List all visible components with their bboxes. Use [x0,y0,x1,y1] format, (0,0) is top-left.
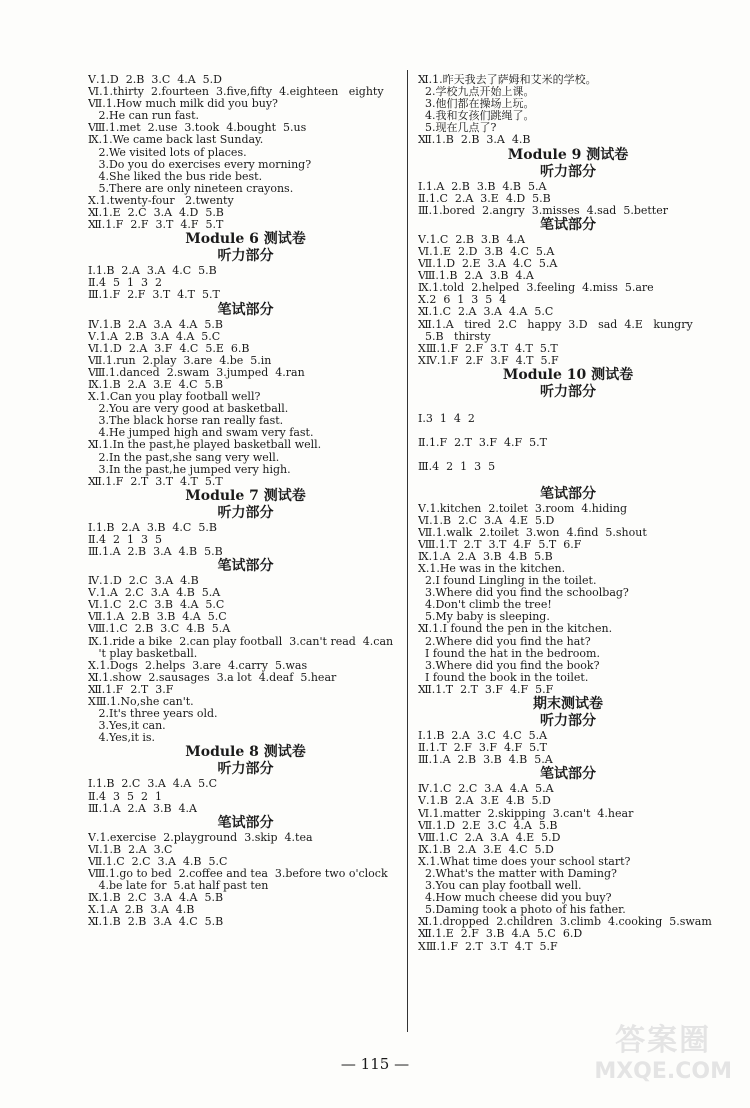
answer-line: Ⅱ.1.T 2.F 3.F 4.F 5.T [418,742,547,755]
answer-line: Ⅵ.1.thirty 2.fourteen 3.five,fifty 4.eighteen eighty [88,86,384,99]
answer-line: I found the hat in the bedroom. [418,647,600,660]
answer-line: Ⅸ.1.B 2.A 3.E 4.C 5.B [88,378,224,391]
answer-line: Ⅰ.3 1 4 2 [418,412,475,425]
answer-line: Ⅴ.1.kitchen 2.toilet 3.room 4.hiding [418,502,628,515]
right-column [418,74,718,953]
section-heading: 听力部分 [217,504,274,521]
answer-line: Ⅹ.2 6 1 3 5 4 [418,294,507,307]
answer-line: Ⅵ.1.D 2.A 3.F 4.C 5.E 6.B [88,342,250,355]
answer-line: 2.In the past,she sang very well. [88,451,280,464]
answer-line: Ⅰ.1.B 2.A 3.B 4.C 5.B [88,521,217,534]
page-number: — 115 — [340,1055,410,1073]
answer-line: 5.There are only nineteen crayons. [88,182,294,195]
answer-line: Ⅸ.1.B 2.C 3.A 4.A 5.B [88,892,224,905]
answer-line: Ⅹ.1.Can you play football well? [88,391,261,404]
answer-line: Ⅵ.1.E 2.D 3.B 4.C 5.A [418,245,555,258]
answer-line: Ⅲ.1.A 2.A 3.B 4.A [88,802,197,815]
answer-line: Ⅹ.1.Dogs 2.helps 3.are 4.carry 5.was [88,659,308,672]
answer-line: Ⅱ.1.C 2.A 3.E 4.D 5.B [418,192,551,205]
answer-line: 4.Don't climb the tree! [418,599,552,612]
answer-line: Ⅴ.1.C 2.B 3.B 4.A [418,233,525,246]
answer-line: 3.他们都在操场上玩。 [418,98,535,111]
answer-line: Ⅱ.4 2 1 3 5 [88,533,162,546]
module-heading: Module 10 测试卷 [502,366,634,383]
answer-line: 3.In the past,he jumped very high. [88,463,291,476]
answer-line: Ⅰ.1.B 2.A 3.C 4.C 5.A [418,730,548,743]
answer-line: Ⅺ.1.昨天我去了萨姆和艾米的学校。 [418,74,597,86]
answer-line: 4.How much cheese did you buy? [418,892,612,905]
answer-line: Ⅻ.1.F 2.T 3.F [88,683,174,696]
answer-line: 3.Do you do exercises every morning? [88,158,312,171]
answer-line: Ⅶ.1.A 2.B 3.B 4.A 5.C [88,611,227,624]
answer-line: Ⅳ.1.D 2.C 3.A 4.B [88,575,199,588]
section-heading: 笔试部分 [217,301,274,318]
answer-line: Ⅰ.1.A 2.B 3.B 4.B 5.A [418,180,547,193]
answer-line: ⅩⅢ.1.No,she can't. [88,696,194,709]
answer-line: ⅩⅢ.1.F 2.F 3.T 4.T 5.T [418,342,558,355]
answer-line: Ⅻ.1.A tired 2.C happy 3.D sad 4.E kungry [418,318,693,331]
answer-line: 2.You are very good at basketball. [88,403,289,416]
answer-line: Ⅻ.1.F 2.F 3.T 4.F 5.T [88,219,224,232]
answer-line: Ⅲ.1.A 2.B 3.A 4.B 5.B [88,546,223,558]
answer-line: Ⅰ.1.B 2.C 3.A 4.A 5.C [88,778,218,791]
answer-line: Ⅹ.1.What time does your school start? [418,855,631,868]
section-heading: 听力部分 [540,163,596,180]
watermark-url: MXQE.COM [594,1059,732,1084]
answer-line: Ⅷ.1.C 2.B 3.C 4.B 5.A [88,623,231,636]
answer-line: Ⅷ.1.met 2.use 3.took 4.bought 5.us [88,122,307,135]
answer-line: Ⅺ.1.show 2.sausages 3.a lot 4.deaf 5.hear [88,671,337,684]
watermark-logo: 答案圈 [615,1023,712,1058]
answer-line: Ⅴ.1.A 2.B 3.A 4.A 5.C [88,330,221,343]
answer-line: Ⅲ.1.F 2.F 3.T 4.T 5.T [88,289,220,302]
answer-line: Ⅶ.1.D 2.E 3.A 4.C 5.A [418,258,558,271]
answer-line: Ⅵ.1.C 2.C 3.B 4.A 5.C [88,599,225,612]
answer-line: 4.Yes,it is. [88,732,156,745]
answer-line: Ⅹ.1.twenty-four 2.twenty [88,194,234,207]
answer-line: Ⅲ.1.A 2.B 3.B 4.B 5.A [418,754,553,767]
section-heading: 听力部分 [540,713,596,730]
spacer [418,401,718,413]
answer-line: Ⅷ.1.C 2.A 3.A 4.E 5.D [418,831,561,844]
answer-line: Ⅸ.1.B 2.A 3.E 4.C 5.D [418,843,554,856]
answer-line: 2.学校九点开始上课。 [418,86,535,99]
answer-line: 2.He can run fast. [88,110,199,123]
section-heading: 听力部分 [217,248,274,265]
module-heading: Module 6 测试卷 [185,231,306,248]
answer-line: 4.He jumped high and swam very fast. [88,427,314,440]
answer-line: Ⅻ.1.F 2.T 3.T 4.T 5.T [88,475,223,488]
answer-line: Ⅳ.1.C 2.C 3.A 4.A 5.A [418,783,554,796]
answer-line: Ⅶ.1.walk 2.toilet 3.won 4.find 5.shout [418,526,647,539]
answer-line: 2.Where did you find the hat? [418,635,591,648]
answer-line: 4.be late for 5.at half past ten [88,880,269,893]
answer-line: Ⅱ.4 5 1 3 2 [88,277,162,290]
section-heading: 笔试部分 [540,766,596,783]
answer-line: Ⅺ.1.I found the pen in the kitchen. [418,623,613,636]
answer-line: 5.Daming took a photo of his father. [418,904,626,917]
answer-line: Ⅱ.4 3 5 2 1 [88,790,162,803]
answer-line: 2.What's the matter with Daming? [418,867,617,880]
answer-line: Ⅶ.1.How much milk did you buy? [88,98,278,111]
answer-line: Ⅸ.1.ride a bike 2.can play football 3.can't read 4.can [88,635,394,648]
left-column [88,74,403,928]
answer-line: ⅩⅣ.1.F 2.F 3.F 4.T 5.F [418,354,559,367]
spacer [418,449,718,461]
answer-line: Ⅺ.1.In the past,he played basketball well. [88,439,322,452]
answer-line: Ⅻ.1.B 2.B 3.A 4.B [418,134,531,147]
answer-line: Ⅱ.1.F 2.T 3.F 4.F 5.T [418,437,547,450]
answer-line: 4.我和女孩们跳绳了。 [418,110,535,123]
answer-line: Ⅷ.1.danced 2.swam 3.jumped 4.ran [88,366,305,379]
answer-line: Ⅳ.1.B 2.A 3.A 4.A 5.B [88,318,223,331]
module-heading: Module 8 测试卷 [185,744,306,761]
answer-line: Ⅵ.1.B 2.A 3.C [88,843,173,856]
answer-line: Ⅷ.1.T 2.T 3.T 4.F 5.T 6.F [418,538,582,551]
answer-line: Ⅴ.1.A 2.C 3.A 4.B 5.A [88,587,221,600]
answer-line: 4.She liked the bus ride best. [88,170,263,183]
answer-line: Ⅶ.1.D 2.E 3.C 4.A 5.B [418,819,558,832]
answer-line: 5.My baby is sleeping. [418,611,550,624]
answer-line: 't play basketball. [88,647,198,660]
watermark [594,1015,732,1084]
spacer [418,425,718,437]
answer-line: Ⅸ.1.A 2.A 3.B 4.B 5.B [418,550,553,563]
answer-line: Ⅺ.1.dropped 2.children 3.climb 4.cooking 5.swam [418,916,712,929]
section-heading: 听力部分 [217,761,274,778]
answer-line: Ⅴ.1.D 2.B 3.C 4.A 5.D [88,74,222,86]
answer-line: 3.You can play football well. [418,880,582,893]
section-heading: 笔试部分 [540,216,596,233]
answer-line: 5.现在几点了? [418,122,497,135]
spacer [418,473,718,485]
answer-line: Ⅰ.1.B 2.A 3.A 4.C 5.B [88,265,217,278]
answer-line: 5.B thirsty [418,330,491,343]
answer-line: ⅩⅢ.1.F 2.T 3.T 4.T 5.F [418,940,558,953]
answer-line: 2.We visited lots of places. [88,146,247,159]
answer-line: Ⅵ.1.matter 2.skipping 3.can't 4.hear [418,807,634,820]
answer-line: 3.Where did you find the book? [418,659,600,672]
section-heading: 笔试部分 [217,558,274,575]
answer-line: Ⅲ.4 2 1 3 5 [418,461,496,474]
section-heading: 笔试部分 [540,485,596,502]
answer-line: I found the book in the toilet. [418,671,589,684]
module-heading: 期末测试卷 [533,696,603,713]
answer-line: Ⅴ.1.exercise 2.playground 3.skip 4.tea [88,831,313,844]
section-heading: 笔试部分 [217,814,274,831]
answer-line: Ⅲ.1.bored 2.angry 3.misses 4.sad 5.better [418,204,668,217]
section-heading: 听力部分 [540,383,596,400]
answer-line: 3.The black horse ran really fast. [88,415,284,428]
answer-line: Ⅹ.1.He was in the kitchen. [418,563,566,575]
module-heading: Module 9 测试卷 [507,146,629,163]
answer-line: Ⅻ.1.E 2.F 3.B 4.A 5.C 6.D [418,928,583,941]
answer-line: 3.Where did you find the schoolbag? [418,587,629,600]
answer-line: 2.I found Lingling in the toilet. [418,575,597,588]
answer-line: Ⅹ.1.A 2.B 3.A 4.B [88,904,195,917]
answer-line: Ⅷ.1.go to bed 2.coffee and tea 3.before two o'clock [88,867,388,880]
answer-line: Ⅶ.1.run 2.play 3.are 4.be 5.in [88,354,272,367]
module-heading: Module 7 测试卷 [185,487,306,504]
answer-line: Ⅺ.1.B 2.B 3.A 4.C 5.B [88,916,224,929]
answer-line: Ⅷ.1.B 2.A 3.B 4.A [418,270,534,283]
answer-line: 3.Yes,it can. [88,720,166,733]
answer-line: 2.It's three years old. [88,708,218,721]
answer-line: Ⅶ.1.C 2.C 3.A 4.B 5.C [88,855,228,868]
answer-line: Ⅸ.1.told 2.helped 3.feeling 4.miss 5.are [418,282,654,295]
answer-line: Ⅸ.1.We came back last Sunday. [88,134,264,147]
answer-line: Ⅻ.1.T 2.T 3.F 4.F 5.F [418,683,554,696]
answer-line: Ⅺ.1.C 2.A 3.A 4.A 5.C [418,306,554,319]
answer-line: Ⅵ.1.B 2.C 3.A 4.E 5.D [418,514,555,527]
answer-line: Ⅴ.1.B 2.A 3.E 4.B 5.D [418,795,551,808]
column-divider [407,70,408,1032]
answer-line: Ⅺ.1.E 2.C 3.A 4.D 5.B [88,207,224,220]
